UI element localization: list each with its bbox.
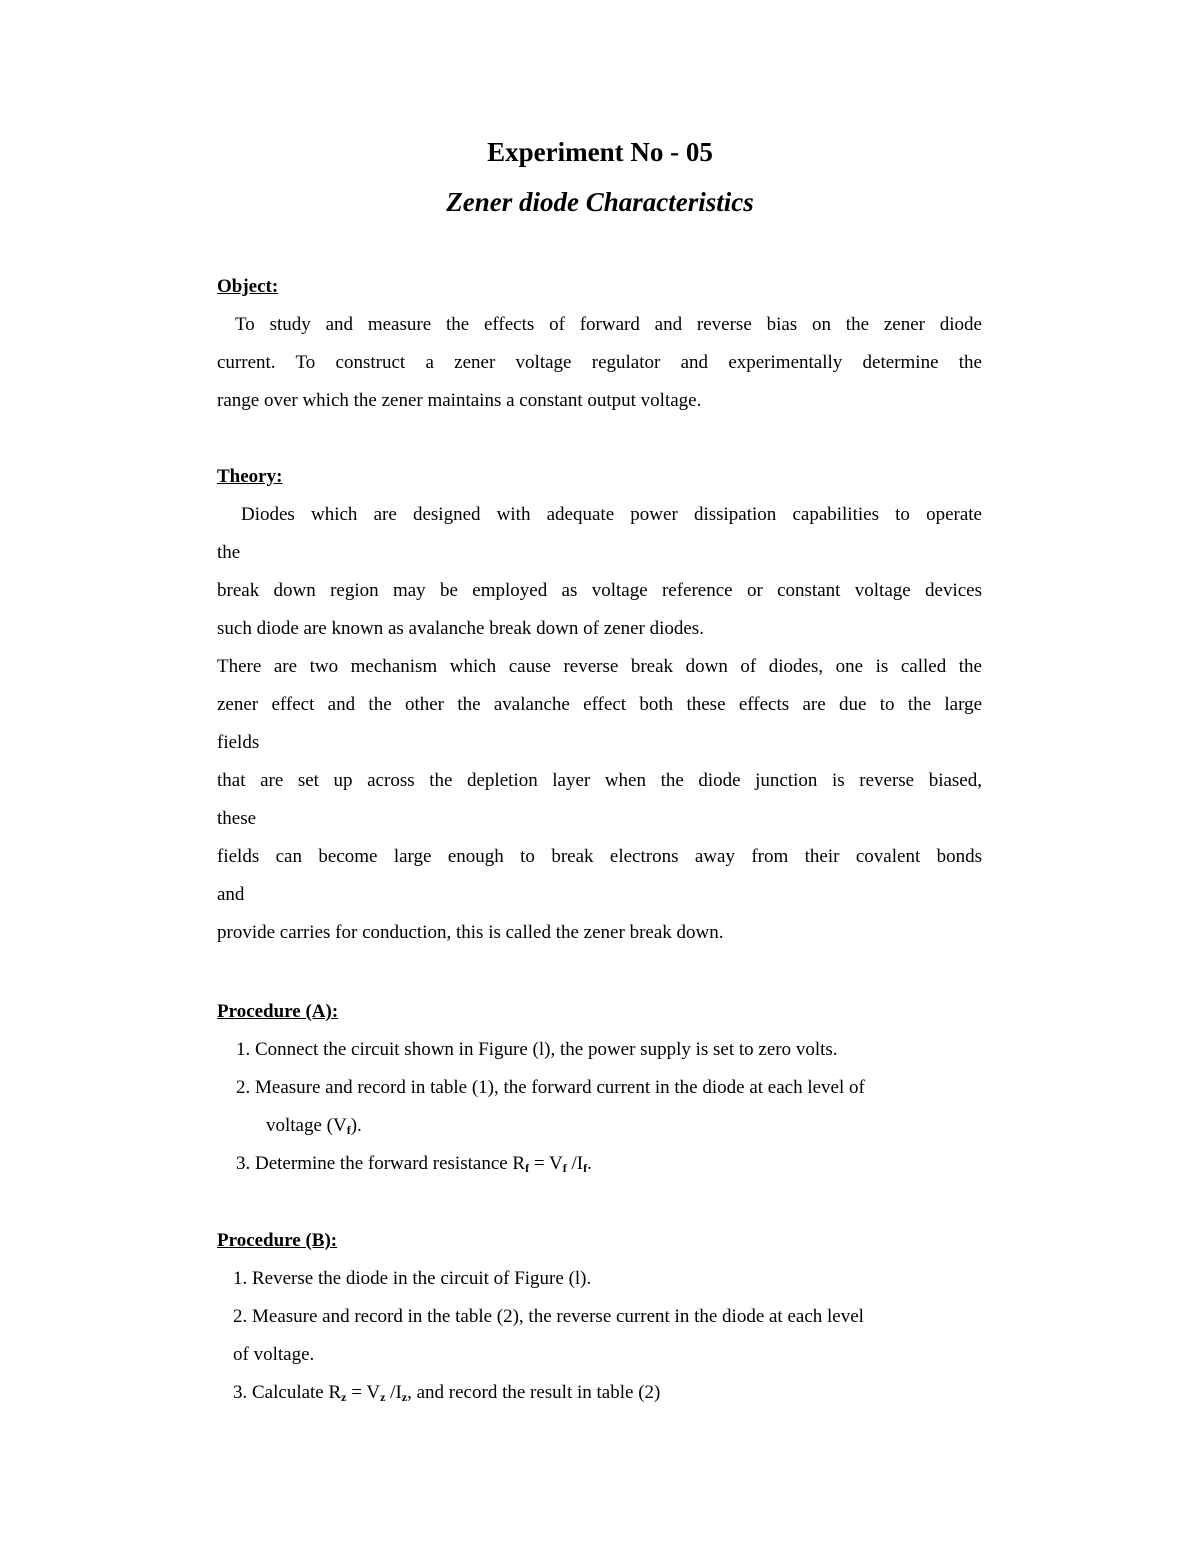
object-line-2: current. To construct a zener voltage regulator and experimentally determine the (217, 352, 982, 373)
theory-line-2: the (217, 542, 241, 563)
procedure-b-step-2-continued: of voltage. (233, 1344, 315, 1365)
procedure-a-step-1: 1. Connect the circuit shown in Figure (l), the power supply is set to zero volts. (236, 1039, 838, 1060)
theory-line-11: and (217, 884, 245, 905)
theory-line-3: break down region may be employed as voltage reference or constant voltage devices (217, 580, 982, 601)
procedure-a-step-2: 2. Measure and record in table (1), the forward current in the diode at each level of (236, 1077, 865, 1098)
theory-line-10: fields can become large enough to break electrons away from their covalent bonds (217, 846, 982, 867)
theory-line-7: fields (217, 732, 260, 753)
theory-line-1: Diodes which are designed with adequate power dissipation capabilities to operate (241, 504, 982, 525)
theory-heading: Theory: (217, 466, 283, 487)
procedure-a-heading: Procedure (A): (217, 1001, 339, 1022)
theory-line-4: such diode are known as avalanche break down of zener diodes. (217, 618, 704, 639)
procedure-b-heading: Procedure (B): (217, 1230, 338, 1251)
procedure-a-step-3: 3. Determine the forward resistance $R_f = V_f$ $/I_f$. (236, 1153, 592, 1175)
procedure-a-step-2-continued: voltage $(V_f)$. (266, 1115, 362, 1137)
object-line-3: range over which the zener maintains a constant output voltage. (217, 390, 702, 411)
procedure-b-step-3: 3. Calculate $R_z = V_z$ $/I_z$, and record the result in table (2) (233, 1382, 661, 1404)
theory-line-12: provide carries for conduction, this is called the zener break down. (217, 922, 724, 943)
theory-line-5: There are two mechanism which cause reverse break down of diodes, one is called the (217, 656, 982, 677)
theory-line-8: that are set up across the depletion layer when the diode junction is reverse biased, (217, 770, 982, 791)
page-subtitle: Zener diode Characteristics (446, 187, 754, 217)
object-heading: Object: (217, 276, 279, 297)
object-line-1: To study and measure the effects of forward and reverse bias on the zener diode (235, 314, 982, 335)
theory-line-9: these (217, 808, 257, 829)
theory-line-6: zener effect and the other the avalanche effect both these effects are due to the large (217, 694, 982, 715)
page-title: Experiment No - 05 (487, 137, 713, 167)
procedure-b-step-1: 1. Reverse the diode in the circuit of Figure (l). (233, 1268, 592, 1289)
procedure-b-step-2: 2. Measure and record in the table (2), the reverse current in the diode at each level (233, 1306, 864, 1327)
